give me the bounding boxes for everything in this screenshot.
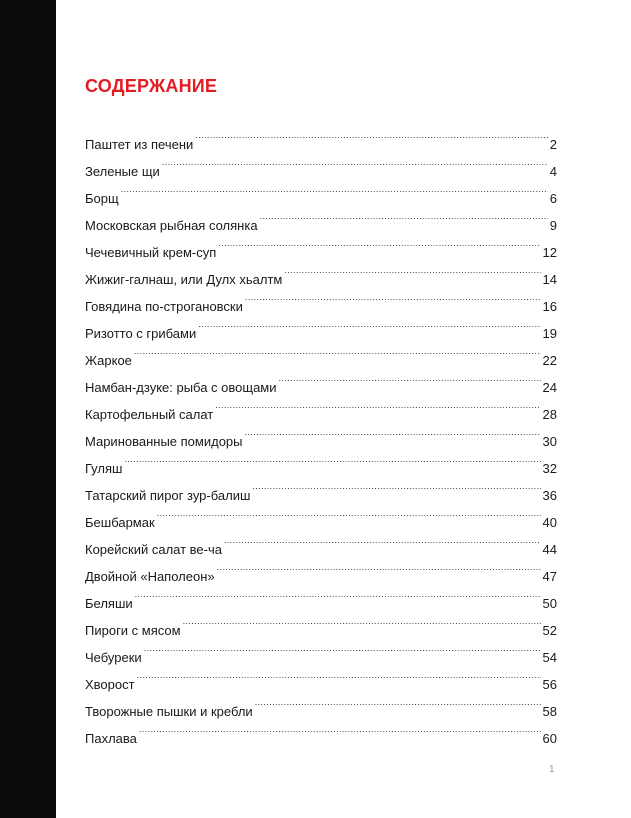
dot-leader (134, 338, 541, 365)
toc-entry-page: 44 (542, 542, 557, 557)
toc-entry[interactable] (85, 500, 557, 530)
dot-leader (198, 311, 540, 338)
dot-leader (279, 365, 541, 392)
toc-entry[interactable] (85, 608, 557, 638)
toc-entry[interactable] (85, 203, 557, 233)
toc-entry-page: 6 (549, 191, 557, 206)
toc-entry[interactable] (85, 176, 557, 206)
page-spine (0, 0, 56, 818)
toc-entry-page: 16 (542, 299, 557, 314)
toc-entry-page: 32 (542, 461, 557, 476)
dot-leader (217, 554, 541, 581)
dot-leader (252, 473, 540, 500)
toc-entry-title: Жаркое (85, 353, 132, 368)
toc-entry-title: Татарский пирог зур-балиш (85, 488, 251, 503)
toc-entry-title: Чечевичный крем-суп (85, 245, 217, 260)
dot-leader (139, 716, 541, 743)
dot-leader (137, 662, 541, 689)
dot-leader (245, 284, 541, 311)
toc-entry-page: 54 (542, 650, 557, 665)
toc-entry-page: 22 (542, 353, 557, 368)
toc-entry-title: Московская рыбная солянка (85, 218, 258, 233)
toc-entry[interactable] (85, 446, 557, 476)
toc-entry[interactable] (85, 338, 557, 368)
toc-entry-title: Чебуреки (85, 650, 142, 665)
toc-entry-page: 12 (542, 245, 557, 260)
toc-entry[interactable] (85, 635, 557, 665)
toc-entry[interactable] (85, 365, 557, 395)
toc-entry[interactable] (85, 527, 557, 557)
toc-entry-page: 2 (549, 137, 557, 152)
toc-entry-page: 47 (542, 569, 557, 584)
dot-leader (284, 257, 540, 284)
dot-leader (195, 122, 547, 149)
toc-entry-title: Намбан-дзуке: рыба с овощами (85, 380, 277, 395)
toc-entry-title: Пахлава (85, 731, 137, 746)
toc-entry-page: 40 (542, 515, 557, 530)
toc-entry-title: Ризотто с грибами (85, 326, 197, 341)
toc-entry-page: 36 (542, 488, 557, 503)
dot-leader (157, 500, 541, 527)
dot-leader (124, 446, 540, 473)
dot-leader (245, 419, 541, 446)
toc-entry-page: 52 (542, 623, 557, 638)
toc-entry-page: 50 (542, 596, 557, 611)
page-number: 1 (549, 764, 555, 775)
toc-entry-page: 58 (542, 704, 557, 719)
toc-entry[interactable] (85, 716, 557, 746)
toc-entry-title: Хворост (85, 677, 135, 692)
toc-entry-title: Гуляш (85, 461, 123, 476)
toc-entry-page: 19 (542, 326, 557, 341)
dot-leader (224, 527, 541, 554)
toc-entry[interactable] (85, 581, 557, 611)
dot-leader (121, 176, 548, 203)
toc-entry-title: Пироги с мясом (85, 623, 181, 638)
toc-entry-title: Говядина по-строгановски (85, 299, 243, 314)
toc-entry-page: 14 (542, 272, 557, 287)
dot-leader (183, 608, 541, 635)
dot-leader (135, 581, 541, 608)
dot-leader (144, 635, 541, 662)
toc-entry-page: 56 (542, 677, 557, 692)
toc-entry-page: 60 (542, 731, 557, 746)
toc-entry[interactable] (85, 473, 557, 503)
toc-entry-page: 9 (549, 218, 557, 233)
dot-leader (260, 203, 548, 230)
toc-entry-page: 24 (542, 380, 557, 395)
toc-entry-title: Паштет из печени (85, 137, 194, 152)
toc-entry-title: Картофельный салат (85, 407, 214, 422)
page-title: СОДЕРЖАНИЕ (85, 76, 218, 96)
dot-leader (215, 392, 540, 419)
toc-entry-title: Борщ (85, 191, 119, 206)
toc-entry-title: Бешбармак (85, 515, 155, 530)
dot-leader (218, 230, 540, 257)
toc-entry-page: 28 (542, 407, 557, 422)
toc-entry-page: 4 (549, 164, 557, 179)
toc-entry-title: Зеленые щи (85, 164, 160, 179)
dot-leader (162, 149, 548, 176)
toc-entry-title: Беляши (85, 596, 133, 611)
table-of-contents (85, 122, 557, 746)
toc-entry-title: Корейский салат ве-ча (85, 542, 222, 557)
toc-entry-title: Творожные пышки и кребли (85, 704, 253, 719)
toc-entry[interactable] (85, 662, 557, 692)
dot-leader (255, 689, 541, 716)
toc-entry-title: Двойной «Наполеон» (85, 569, 215, 584)
toc-entry-page: 30 (542, 434, 557, 449)
toc-entry-title: Жижиг-галнаш, или Дулх хьалтм (85, 272, 283, 287)
toc-entry[interactable] (85, 689, 557, 719)
toc-entry[interactable] (85, 122, 557, 152)
toc-entry-title: Маринованные помидоры (85, 434, 243, 449)
